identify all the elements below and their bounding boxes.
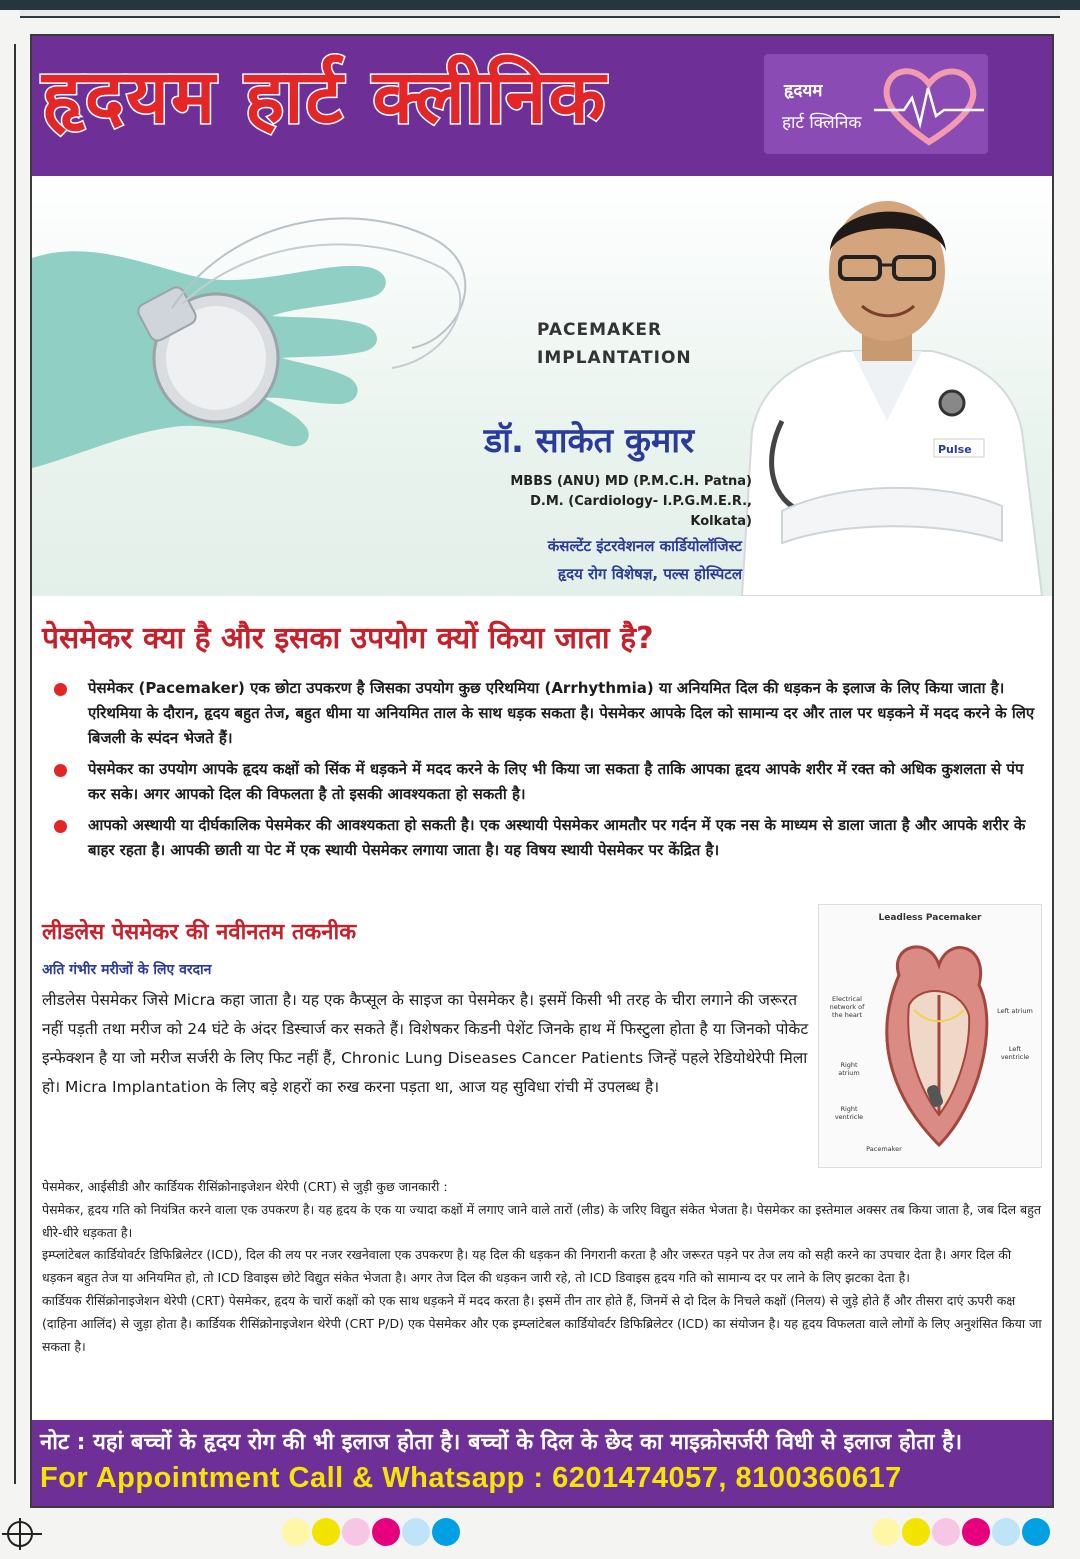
- label-left-ventricle: Left ventricle: [1000, 1045, 1030, 1061]
- procedure-line1: PACEMAKER: [537, 320, 663, 340]
- hero-section: [32, 176, 1052, 596]
- info-paragraph: पेसमेकर, आईसीडी और कार्डियक रीसिंक्रोनाइजेशन थेरेपी (CRT) से जुड़ी कुछ जानकारी :: [42, 1179, 448, 1194]
- label-right-ventricle: Right ventricle: [834, 1105, 864, 1121]
- logo-line2: हार्ट क्लिनिक: [782, 113, 862, 133]
- color-dot-light-cyan: [992, 1518, 1020, 1546]
- heart-pulse-icon: [874, 58, 984, 150]
- color-dot-light-yellow: [282, 1518, 310, 1546]
- info-paragraph: पेसमेकर, हृदय गति को नियंत्रित करने वाला एक उपकरण है। यह हृदय के एक या ज्यादा कक्षों में लगाए जाने वाले तारों (लीड) के जरिए विद्युत संकेत भेजता है। पेसमेकर का इस्तेमाल अक्सर तब किया जाता है, जब दिल बहुत धीरे-धीरे धड़कता है।: [42, 1201, 1041, 1240]
- pacemaker-hand-image: [32, 198, 502, 498]
- leadless-pacemaker-diagram: [818, 904, 1042, 1168]
- color-dot-magenta: [962, 1518, 990, 1546]
- degree-line1: MBBS (ANU) MD (P.M.C.H. Patna): [510, 474, 752, 489]
- label-electrical-network: Electrical network of the heart: [829, 995, 865, 1019]
- coat-badge-text: Pulse: [938, 443, 972, 456]
- bullet-dot-icon: [54, 820, 67, 833]
- color-dot-light-pink: [342, 1518, 370, 1546]
- section2-paragraph: लीडलेस पेसमेकर जिसे Micra कहा जाता है। यह एक कैप्सूल के साइज का पेसमेकर है। इसमें किसी भी तरह के चीरा लगाने की जरूरत नहीं पड़ती तथा मरीज को 24 घंटे के अंदर डिस्चार्ज कर सकते हैं। विशेषकर किडनी पेशेंट जिनके हाथ में फिस्टुला होता है या जिनको पोकेट इन्फेक्शन है या जो मरीज सर्जरी के लिए फिट नहीं हैं, Chronic Lung Diseases Cancer Patients जिन्हें पहले रेडियोथेरेपी मिला हो। Micra Implantation के लिए बड़े शहरों का रुख करना पड़ता था, आज यह सुविधा रांची में उपलब्ध है।: [42, 991, 809, 1096]
- role-line2: हृदय रोग विशेषज्ञ, पल्स होस्पिटल: [557, 565, 742, 583]
- bullet-list: [42, 676, 1042, 869]
- label-pacemaker: Pacemaker: [866, 1145, 902, 1153]
- section2-heading: लीडलेस पेसमेकर की नवीनतम तकनीक: [42, 920, 357, 945]
- color-dot-yellow: [902, 1518, 930, 1546]
- role-line1: कंसल्टेंट इंटरवेशनल कार्डियोलॉजिस्ट: [547, 537, 742, 555]
- procedure-line2: IMPLANTATION: [537, 348, 692, 368]
- registration-mark-icon: [2, 1516, 42, 1552]
- color-dot-light-yellow: [872, 1518, 900, 1546]
- color-dot-cyan: [1022, 1518, 1050, 1546]
- clinic-title: हृदयम हार्ट क्लीनिक: [42, 54, 608, 140]
- bullet-text: पेसमेकर (Pacemaker) एक छोटा उपकरण है जिसका उपयोग कुछ एरिथमिया (Arrhythmia) या अनियमित दिल की धड़कन के इलाज के लिए किया जाता है। एरिथमिया के दौरान, हृदय बहुत तेज, बहुत धीमा या अनियमित ताल के साथ धड़क सकता है। पेसमेकर आपके दिल को सामान्य दर और ताल पर धड़कने में मदद करने के लिए बिजली के स्पंदन भेजते हैं।: [88, 679, 1035, 747]
- footer-banner: [32, 1420, 1052, 1506]
- top-border-bar: [0, 0, 1080, 10]
- bullet-dot-icon: [54, 764, 67, 777]
- label-right-atrium: Right atrium: [838, 1061, 860, 1077]
- diagram-title: Leadless Pacemaker: [878, 913, 982, 923]
- section1-heading: पेसमेकर क्या है और इसका उपयोग क्यों किया जाता है?: [42, 621, 654, 656]
- degree-line2: D.M. (Cardiology- I.P.G.M.E.R., Kolkata): [530, 494, 752, 529]
- top-rule: [20, 10, 1060, 18]
- doctor-photo: [722, 181, 1052, 596]
- color-dot-magenta: [372, 1518, 400, 1546]
- bullet-item: [42, 676, 1042, 751]
- bullet-text: पेसमेकर का उपयोग आपके हृदय कक्षों को सिंक में धड़कने में मदद करने के लिए भी किया जा सकता है ताकि आपका हृदय आपके शरीर में रक्त को अधिक कुशलता से पंप कर सके। अगर आपको दिल की विफलता है तो इसकी आवश्यकता हो सकती है।: [88, 760, 1024, 803]
- color-dot-yellow: [312, 1518, 340, 1546]
- section2-subheading: अति गंभीर मरीजों के लिए वरदान: [42, 962, 212, 978]
- header-banner: [32, 36, 1052, 176]
- logo-line1: हृदयम: [784, 81, 823, 101]
- heart-diagram-icon: [859, 935, 1009, 1155]
- bullet-dot-icon: [54, 683, 67, 696]
- info-paragraph: कार्डियक रीसिंक्रोनाइजेशन थेरेपी (CRT) पेसमेकर, हृदय के चारों कक्षों को एक साथ धड़कने में मदद करता है। इसमें तीन तार होते हैं, जिनमें से दो दिल के निचले कक्षों (निलय) से जुड़े होते हैं और तीसरा दाएं ऊपरी कक्ष (दाहिना आलिंद) से जुड़ा होता है। कार्डियक रीसिंक्रोनाइजेशन थेरेपी (CRT P/D) एक पेसमेकर और एक इम्प्लांटेबल कार्डियोवर्टर डिफिब्रिलेटर (ICD) का संयोजन है। यह हृदय विफलता वाले लोगों के लिए अनुशंसित किया जा सकता है।: [42, 1292, 1042, 1354]
- info-block: [42, 1176, 1042, 1358]
- bullet-text: आपको अस्थायी या दीर्घकालिक पेसमेकर की आवश्यकता हो सकती है। एक अस्थायी पेसमेकर आमतौर पर गर्दन में एक नस के माध्यम से डाला जाता है और आपके शरीर के बाहर रहता है। आपकी छाती या पेट में एक स्थायी पेसमेकर लगाया जाता है। यह विषय स्थायी पेसमेकर पर केंद्रित है।: [88, 816, 1026, 859]
- color-dot-light-pink: [932, 1518, 960, 1546]
- label-left-atrium: Left atrium: [997, 1007, 1033, 1015]
- bullet-item: [42, 757, 1042, 807]
- procedure-label: [537, 316, 692, 372]
- doctor-roles: [442, 532, 742, 588]
- left-margin-rule: [0, 44, 16, 1484]
- doctor-name: डॉ. साकेत कुमार: [484, 421, 695, 461]
- color-dot-cyan: [432, 1518, 460, 1546]
- clinic-logo: [764, 54, 988, 154]
- footer-note: नोट : यहां बच्चों के हृदय रोग की भी इलाज होता है। बच्चों के दिल के छेद का माइक्रोसर्जरी विधी से इलाज होता है।: [40, 1430, 963, 1455]
- info-paragraph: इम्प्लांटेबल कार्डियोवर्टर डिफिब्रिलेटर (ICD), दिल की लय पर नजर रखनेवाला एक उपकरण है। यह दिल की धड़कन की निगरानी करता है और जरूरत पड़ने पर तेज लय को सही करने का उपचार देता है। अगर दिल की धड़कन बहुत तेज या अनियमित हो, तो ICD डिवाइस छोटे विद्युत संकेत भेजता है। अगर तेज दिल की धड़कन जारी रहे, तो ICD डिवाइस हृदय गति को सामान्य दर पर लाने के लिए झटका देता है।: [42, 1247, 1012, 1286]
- appointment-contact: For Appointment Call & Whatsapp : 6201474057, 8100360617: [40, 1462, 902, 1494]
- bullet-item: [42, 813, 1042, 863]
- advertisement-page: [30, 34, 1054, 1508]
- doctor-degrees: [472, 472, 752, 532]
- color-dot-light-cyan: [402, 1518, 430, 1546]
